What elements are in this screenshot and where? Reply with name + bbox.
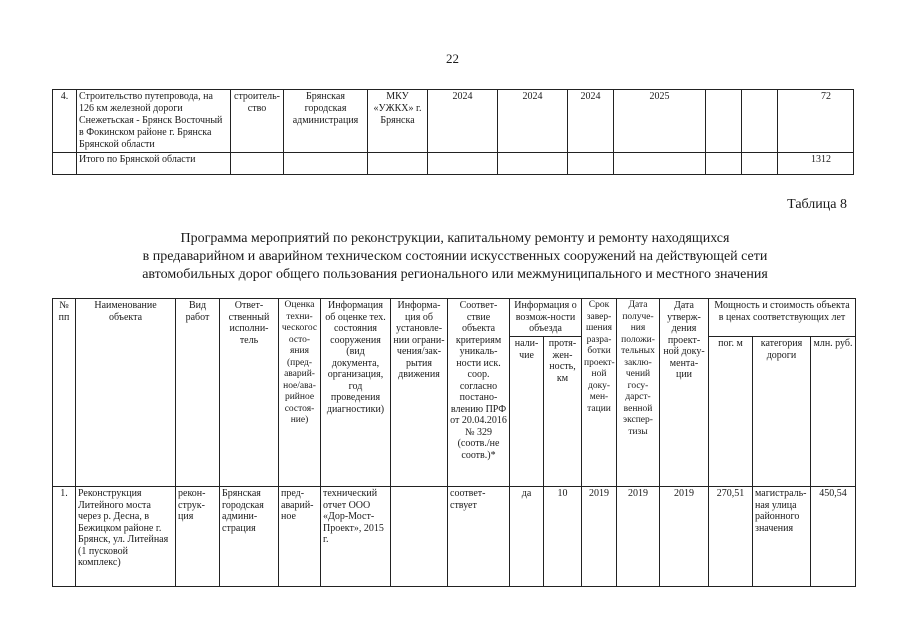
construction-table (52, 89, 854, 175)
total-value: 1312 (778, 153, 854, 175)
row-number: 1. (53, 487, 76, 587)
header-info-assess: Информация об оценке тех. состояния сооружения (вид документа, организация, год проведения диагностики) (321, 299, 391, 487)
header-num: № пп (53, 299, 76, 487)
year-cell: 2025 (614, 90, 706, 153)
header-expert-date: Дата получе-ния положи-тельных заклю-чений госу-дарст-венной экспер-тизы (617, 299, 660, 487)
program-heading (60, 230, 850, 284)
header-bypass: Информация о возмож-ности объезда (510, 299, 582, 337)
header-assess: Оценка техни-ческогос осто-яния (пред-аварий-ное/ава-рийное состоя-ние) (279, 299, 321, 487)
cost: 450,54 (811, 487, 856, 587)
total-label: Итого по Брянской области (77, 153, 231, 175)
header-deadline: Срок завер-шения разра-ботки проект-ной доку-мен-тации (582, 299, 617, 487)
program-table (52, 298, 856, 587)
header-approval-date: Дата утверж-дения проект-ной доку-мента-ции (660, 299, 709, 487)
total-row (53, 153, 854, 175)
approval-date: 2019 (660, 487, 709, 587)
bypass-exists: да (510, 487, 544, 587)
criteria: соответ-ствует (448, 487, 510, 587)
header-work: Вид работ (176, 299, 220, 487)
header-exec: Ответ-ственный исполни-тель (220, 299, 279, 487)
executor: Брянская городская администрация (284, 90, 368, 153)
bypass-length: 10 (544, 487, 582, 587)
object-name: Строительство путепровода, на 126 км железной дороги Снежетьская - Брянск Восточный в Фокинском районе г. Брянска Брянской области (77, 90, 231, 153)
executor: Брянская городская админи-страция (220, 487, 279, 587)
year-cell: 2024 (498, 90, 568, 153)
assessment: пред-аварий-ное (279, 487, 321, 587)
object-name: Реконструкция Литейного моста через р. Десна, в Бежицком районе г. Брянск, ул. Литейная (1 пусковой комплекс) (76, 487, 176, 587)
customer: МКУ «УЖКХ» г. Брянска (368, 90, 428, 153)
table-row (53, 90, 854, 153)
header-cost: млн. руб. (811, 337, 856, 487)
work-type: рекон-струк-ция (176, 487, 220, 587)
table-label: Таблица 8 (787, 197, 847, 212)
value-cell: 72 (778, 90, 854, 153)
info-assessment: технический отчет ООО «Дор-Мост-Проект», 2015 г. (321, 487, 391, 587)
year-cell: 2024 (568, 90, 614, 153)
header-row (53, 299, 856, 337)
page-number: 22 (446, 51, 459, 66)
header-length-m: пог. м (709, 337, 753, 487)
deadline: 2019 (582, 487, 617, 587)
heading-line: в предаварийном и аварийном техническом состоянии искусственных сооружений на действующей сети (142, 249, 768, 264)
header-criteria: Соответ-ствие объекта критериям уникаль-ности иск. соор. согласно постано-влению ПРФ от 20.04.2016 № 329 (соотв./не соотв.)* (448, 299, 510, 487)
header-info-limits: Информа-ция об установле-нии ограни-чения/зак-рытия движения (391, 299, 448, 487)
empty-cell (742, 90, 778, 153)
expert-date: 2019 (617, 487, 660, 587)
work-type: строитель-ство (231, 90, 284, 153)
header-name: Наименование объекта (76, 299, 176, 487)
length-m: 270,51 (709, 487, 753, 587)
info-limits (391, 487, 448, 587)
year-cell: 2024 (428, 90, 498, 153)
header-bypass-exists: нали-чие (510, 337, 544, 487)
road-category: магистраль-ная улица районного значения (753, 487, 811, 587)
heading-line: автомобильных дорог общего пользования регионального или межмуниципального и местного значения (142, 267, 768, 282)
table-row (53, 487, 856, 587)
row-number: 4. (53, 90, 77, 153)
header-bypass-length: протя-жен-ность, км (544, 337, 582, 487)
header-capacity: Мощность и стоимость объекта в ценах соответствующих лет (709, 299, 856, 337)
empty-cell (706, 90, 742, 153)
header-road-category: категория дороги (753, 337, 811, 487)
heading-line: Программа мероприятий по реконструкции, капитальному ремонту и ремонту находящихся (180, 231, 730, 246)
